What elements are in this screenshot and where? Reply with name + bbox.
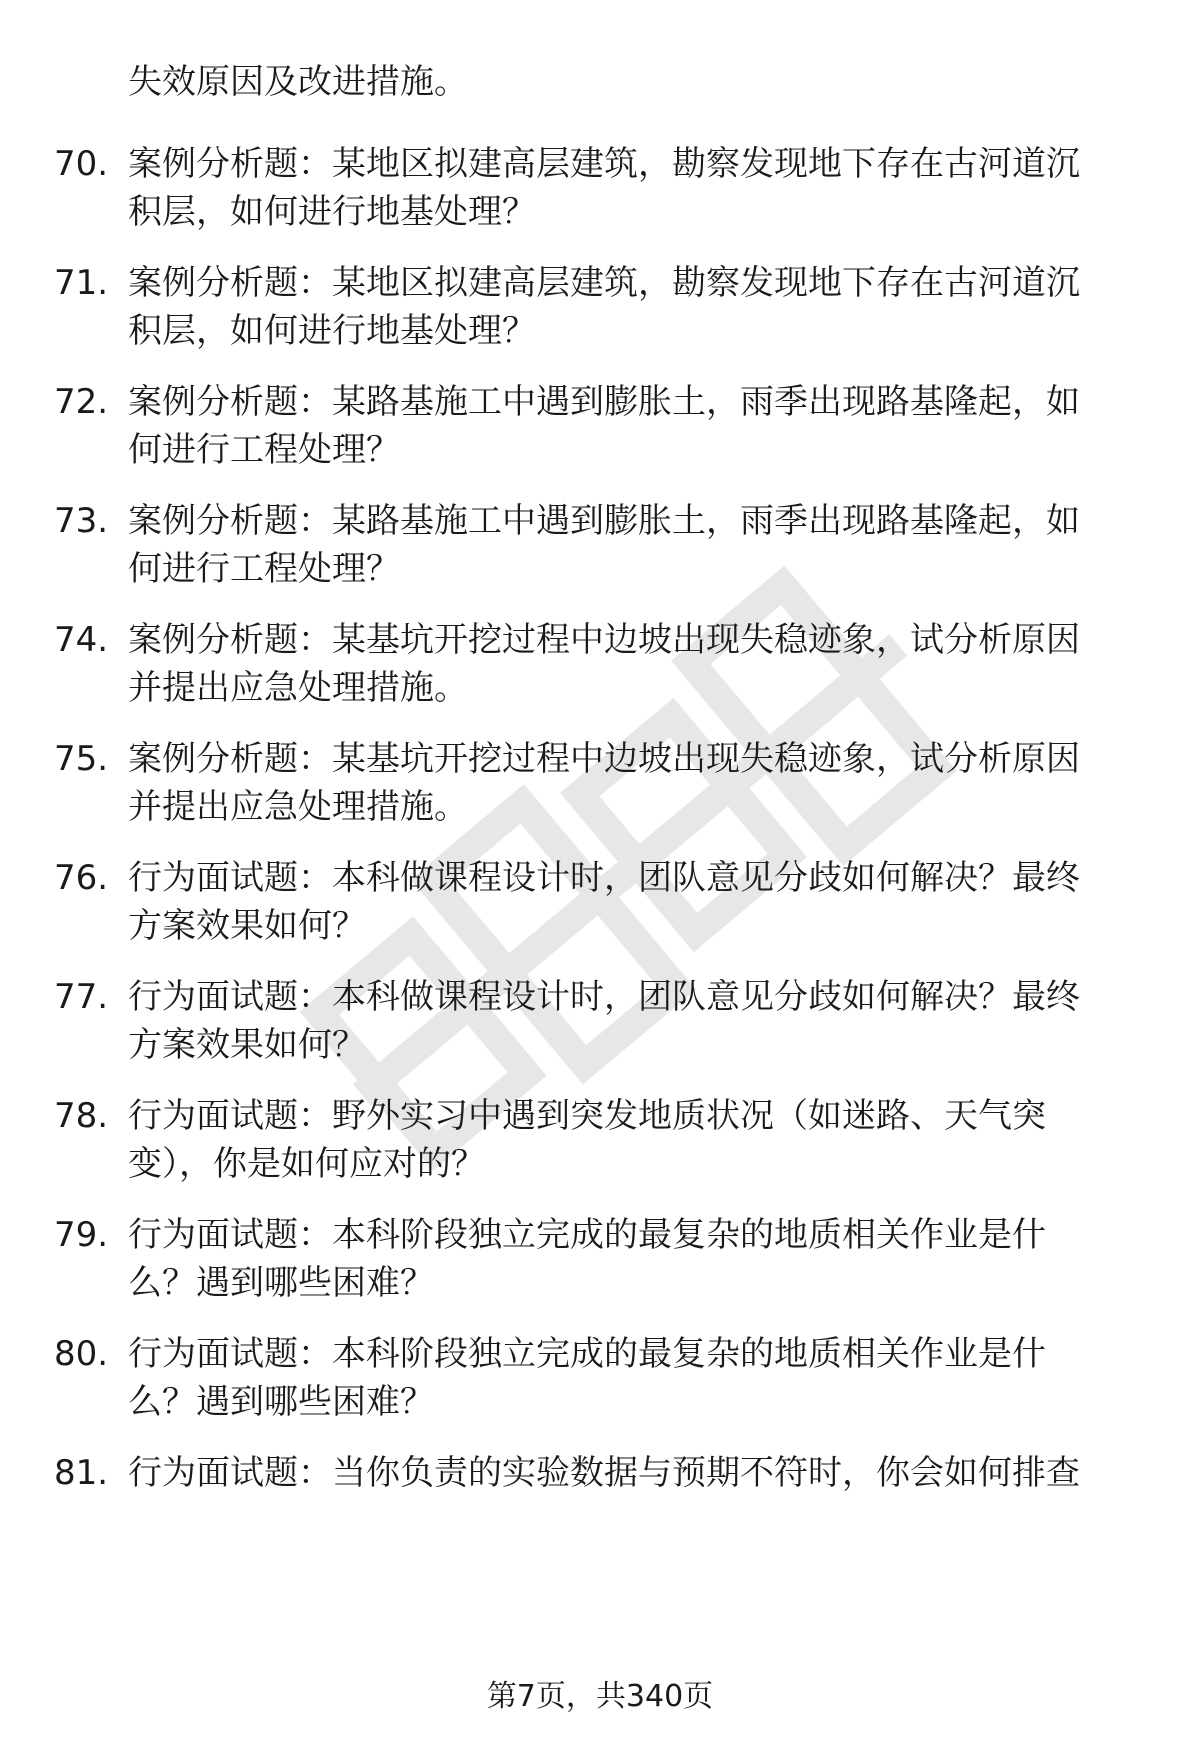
question-line: 么？遇到哪些困难？ xyxy=(128,1263,434,1303)
question-line: 行为面试题：本科阶段独立完成的最复杂的地质相关作业是什 xyxy=(128,1334,1046,1374)
question-text xyxy=(128,1449,1138,1497)
question-line: 积层，如何进行地基处理？ xyxy=(128,192,536,232)
question-number: 74. xyxy=(54,620,109,660)
question-line: 么？遇到哪些困难？ xyxy=(128,1382,434,1422)
question-number: 72. xyxy=(54,382,109,422)
list-item xyxy=(0,735,1200,845)
question-line: 积层，如何进行地基处理？ xyxy=(128,311,536,351)
question-line: 案例分析题：某基坑开挖过程中边坡出现失稳迹象，试分析原因 xyxy=(128,739,1080,779)
question-line: 案例分析题：某路基施工中遇到膨胀土，雨季出现路基隆起，如 xyxy=(128,382,1080,422)
list-item xyxy=(0,140,1200,250)
question-text xyxy=(128,497,1138,593)
question-line: 案例分析题：某路基施工中遇到膨胀土，雨季出现路基隆起，如 xyxy=(128,501,1080,541)
question-line: 案例分析题：某地区拟建高层建筑，勘察发现地下存在古河道沉 xyxy=(128,263,1080,303)
list-item xyxy=(0,616,1200,726)
list-item xyxy=(0,973,1200,1083)
question-number: 80. xyxy=(54,1334,109,1374)
question-number: 75. xyxy=(54,739,109,779)
question-line: 行为面试题：当你负责的实验数据与预期不符时，你会如何排查 xyxy=(128,1453,1080,1493)
list-item xyxy=(0,497,1200,607)
question-text xyxy=(128,854,1138,950)
question-text xyxy=(128,1330,1138,1426)
question-line: 行为面试题：本科做课程设计时，团队意见分歧如何解决？最终 xyxy=(128,977,1080,1017)
list-item xyxy=(0,1092,1200,1202)
question-line: 并提出应急处理措施。 xyxy=(128,787,468,827)
question-line: 行为面试题：本科做课程设计时，团队意见分歧如何解决？最终 xyxy=(128,858,1080,898)
question-number: 77. xyxy=(54,977,109,1017)
question-line: 何进行工程处理？ xyxy=(128,549,400,589)
page-footer: 第7页，共340页 xyxy=(486,1679,714,1714)
list-item xyxy=(0,259,1200,369)
question-text xyxy=(128,616,1138,712)
question-line: 方案效果如何？ xyxy=(128,1025,366,1065)
question-line: 案例分析题：某地区拟建高层建筑，勘察发现地下存在古河道沉 xyxy=(128,144,1080,184)
question-text xyxy=(128,1092,1138,1188)
question-text xyxy=(128,973,1138,1069)
question-line: 方案效果如何？ xyxy=(128,906,366,946)
question-number: 73. xyxy=(54,501,109,541)
question-text xyxy=(128,140,1138,236)
list-item xyxy=(0,1449,1200,1559)
question-line: 行为面试题：本科阶段独立完成的最复杂的地质相关作业是什 xyxy=(128,1215,1046,1255)
question-text xyxy=(128,1211,1138,1307)
list-item xyxy=(0,1330,1200,1440)
question-number: 70. xyxy=(54,144,109,184)
question-line: 案例分析题：某基坑开挖过程中边坡出现失稳迹象，试分析原因 xyxy=(128,620,1080,660)
list-item xyxy=(0,378,1200,488)
question-line: 何进行工程处理？ xyxy=(128,430,400,470)
question-number: 78. xyxy=(54,1096,109,1136)
list-item xyxy=(0,854,1200,964)
question-number: 76. xyxy=(54,858,109,898)
question-number: 79. xyxy=(54,1215,109,1255)
continuation-text: 失效原因及改进措施。 xyxy=(128,62,468,102)
question-line: 变），你是如何应对的？ xyxy=(128,1144,485,1184)
question-text xyxy=(128,259,1138,355)
question-number: 81. xyxy=(54,1453,109,1493)
question-text xyxy=(128,735,1138,831)
question-line: 并提出应急处理措施。 xyxy=(128,668,468,708)
question-line: 行为面试题：野外实习中遇到突发地质状况（如迷路、天气突 xyxy=(128,1096,1046,1136)
list-item xyxy=(0,1211,1200,1321)
question-number: 71. xyxy=(54,263,109,303)
question-text xyxy=(128,378,1138,474)
